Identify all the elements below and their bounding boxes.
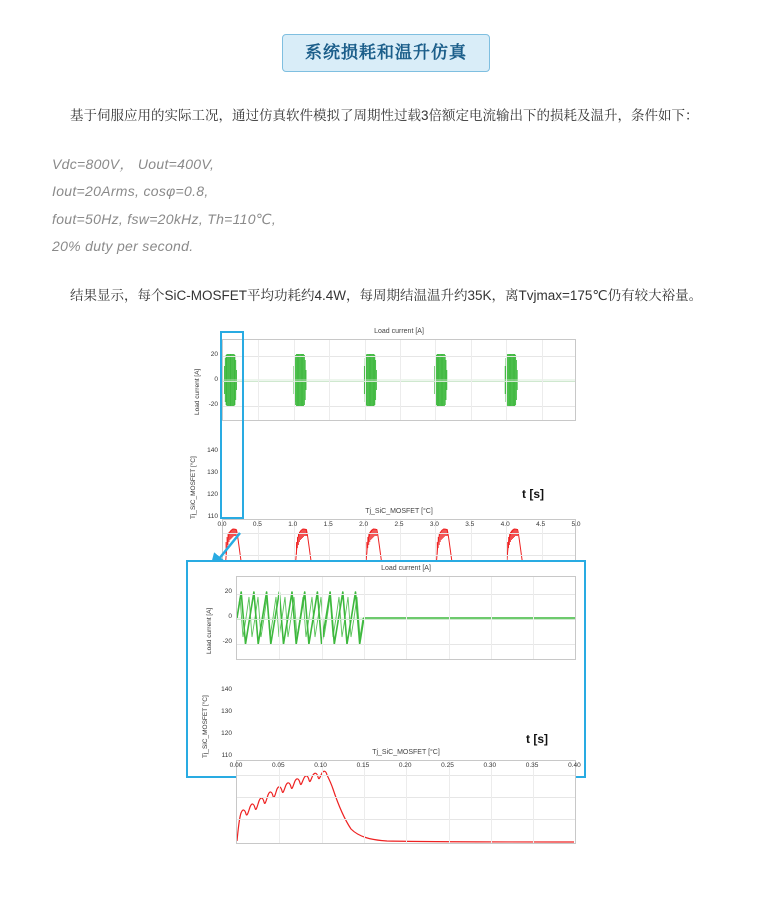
ytick-zlc-m20: -20	[222, 638, 232, 646]
ytick-lc-0: 0	[214, 376, 218, 384]
intro-text: 基于伺服应用的实际工况，通过仿真软件模拟了周期性过载3倍额定电流输出下的损耗及温升，条件如下：	[70, 108, 699, 123]
zoom-figure	[186, 560, 586, 778]
xtick-zm-8: 0.40	[568, 762, 581, 770]
ytick-ztj-140: 140	[221, 686, 232, 694]
ytick-tj-130: 130	[207, 469, 218, 477]
page-title: 系统损耗和温升仿真	[282, 34, 490, 72]
condition-line-2: Iout=20Arms, cosφ=0.8,	[52, 183, 209, 200]
xtick-zm-2: 0.10	[314, 762, 327, 770]
trace-load-current-overview	[223, 340, 575, 420]
xtick-ov-5: 2.5	[394, 521, 404, 529]
xtick-ov-4: 2.0	[359, 521, 369, 529]
ytick-zlc-20: 20	[224, 588, 232, 596]
xlabel-zoom-t: t [s]	[526, 732, 548, 747]
chart-overview-load-current	[222, 328, 576, 421]
ytick-ztj-120: 120	[221, 730, 232, 738]
xtick-zm-3: 0.15	[356, 762, 370, 770]
condition-line-3: fout=50Hz, fsw=20kHz, Th=110℃,	[52, 210, 277, 227]
ytick-ztj-110: 110	[221, 752, 232, 760]
result-paragraph	[42, 282, 730, 309]
ytick-tj-120: 120	[207, 491, 218, 499]
condition-line-4: 20% duty per second.	[52, 237, 194, 254]
result-text: 结果显示，每个SiC-MOSFET平均功耗约4.4W，每周期结温温升约35K，离Tvjmax=175℃仍有较大裕量。	[70, 288, 703, 304]
xtick-zm-1: 0.05	[271, 762, 285, 770]
overview-figure	[178, 327, 588, 537]
chart-title-junction-temp: Tj_SiC_MOSFET [°C]	[365, 508, 433, 516]
chart-zoom-load-current	[236, 565, 576, 660]
xtick-ov-7: 3.5	[465, 521, 475, 529]
xtick-zm-4: 0.20	[398, 762, 412, 770]
xtick-zm-0: 0.00	[229, 762, 243, 770]
ylabel-junction-temp-overview: Tj_SiC_MOSFET [°C]	[190, 456, 197, 520]
page-header	[0, 34, 772, 72]
xlabel-overview-t: t [s]	[522, 487, 544, 502]
ylabel-load-current-overview: Load current [A]	[194, 368, 201, 416]
xtick-ov-10: 5.0	[571, 521, 581, 529]
xtick-ov-9: 4.5	[536, 521, 546, 529]
ylabel-zoom-load-current: Load current [A]	[206, 607, 213, 655]
chart-title-zoom-load-current: Load current [A]	[381, 565, 431, 573]
figure-area	[0, 327, 772, 807]
intro-paragraph	[42, 102, 730, 129]
chart-title-load-current: Load current [A]	[374, 328, 424, 336]
zoom-region-highlight	[220, 331, 244, 519]
ytick-lc-20: 20	[210, 351, 218, 359]
xtick-ov-0: 0.0	[217, 521, 227, 529]
xtick-ov-8: 4.0	[500, 521, 510, 529]
xtick-ov-3: 1.5	[323, 521, 333, 529]
ytick-tj-110: 110	[207, 513, 218, 521]
xtick-zm-7: 0.35	[525, 762, 539, 770]
simulation-conditions	[52, 151, 720, 260]
ytick-lc-m20: -20	[208, 401, 218, 409]
ylabel-zoom-junction-temp: Tj_SiC_MOSFET [°C]	[202, 695, 209, 759]
ytick-tj-140: 140	[207, 447, 218, 455]
ytick-zlc-0: 0	[228, 613, 232, 621]
chart-title-zoom-junction-temp: Tj_SiC_MOSFET [°C]	[372, 749, 440, 757]
xtick-zm-5: 0.25	[441, 762, 454, 770]
xtick-ov-6: 3.0	[429, 521, 439, 529]
ytick-ztj-130: 130	[221, 708, 232, 716]
condition-line-1: Vdc=800V， Uout=400V,	[52, 156, 215, 172]
xtick-ov-1: 0.5	[252, 521, 262, 529]
chart-zoom-junction-temp	[236, 749, 576, 844]
xtick-ov-2: 1.0	[288, 521, 298, 529]
xtick-zm-6: 0.30	[483, 762, 497, 770]
